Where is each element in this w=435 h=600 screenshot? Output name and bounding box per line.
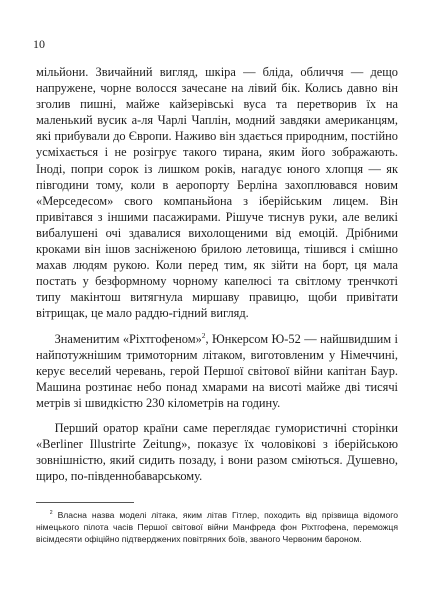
paragraph: Перший оратор країни саме переглядає гумористичні сторінки «Berliner Illustrirte Zeitung», показує їх чоловікові з іберійською зовнішністю, який сидить позаду, і вони разом сміються. Душевно, щиро, по-південнобаварському. bbox=[36, 420, 398, 484]
footnote-reference: 2 bbox=[201, 330, 206, 340]
footnote bbox=[36, 509, 398, 546]
body-text bbox=[36, 64, 398, 484]
page-number: 10 bbox=[33, 37, 45, 51]
footnote-body: Власна назва моделі літака, яким літав Гітлер, походить від прізвища відомого німецького пілота часів Першої світової війни Манфреда фон Ріхтгофена, переможця вісімдесяти офіційно підтверджених повітряних боїв, званого Червоним бароном. bbox=[36, 510, 398, 545]
paragraph-with-footnote bbox=[36, 331, 398, 411]
paragraph-text-a: Знаменитим «Ріхтгофеном» bbox=[54, 331, 202, 346]
footnote-marker: 2 bbox=[49, 510, 53, 517]
footnote-divider bbox=[36, 502, 134, 503]
paragraph: мільйони. Звичайний вигляд, шкіра — бліда, обличчя — дещо напружене, чорне волосся зачесане на лівий бік. Колись давно він зголив пишні, майже кайзерівські вуса та перетворив їх на маленький вусик а-ля Чарлі Чаплін, модний завдяки американцям, які прибували до Європи. Наживо він здається природним, постійно усміхається і не розігрує такого тирана, яким його зображають. Іноді, попри сорок із лишком років, нагадує юного хлопця — як півгодини тому, коли в аеропорту Берліна захоплювався новим «Мерседесом» свого компаньйона з іберійським лицем. Він привітався з іншими пасажирами. Рішуче тиснув руки, але великі вибалушені очі здавалися вихолощеними від емоцій. Дрібними кроками він ішов засніженою брилою летовища, тішився і смішно махав людям рукою. Коли перед тим, як зійти на борт, ця мала постать у безформному чорному капелюсі та світлому тренчкоті типу макінтош витягнула миршаву правицю, щоби привітати вітрищак, це мало раддю-гідний вигляд. bbox=[36, 65, 398, 321]
paragraph-text-b: , Юнкерсом Ю-52 — найшвидшим і найпотужнішим тримоторним літаком, виготовленим у Німеччині, керує веселий черевань, герой Першої світової війни капітан Баур. Машина розтинає небо понад хмарами на висоті майже дві тисячі метрів зі швидкістю 230 кілометрів на годину. bbox=[36, 331, 398, 410]
footnote-text bbox=[36, 509, 398, 546]
